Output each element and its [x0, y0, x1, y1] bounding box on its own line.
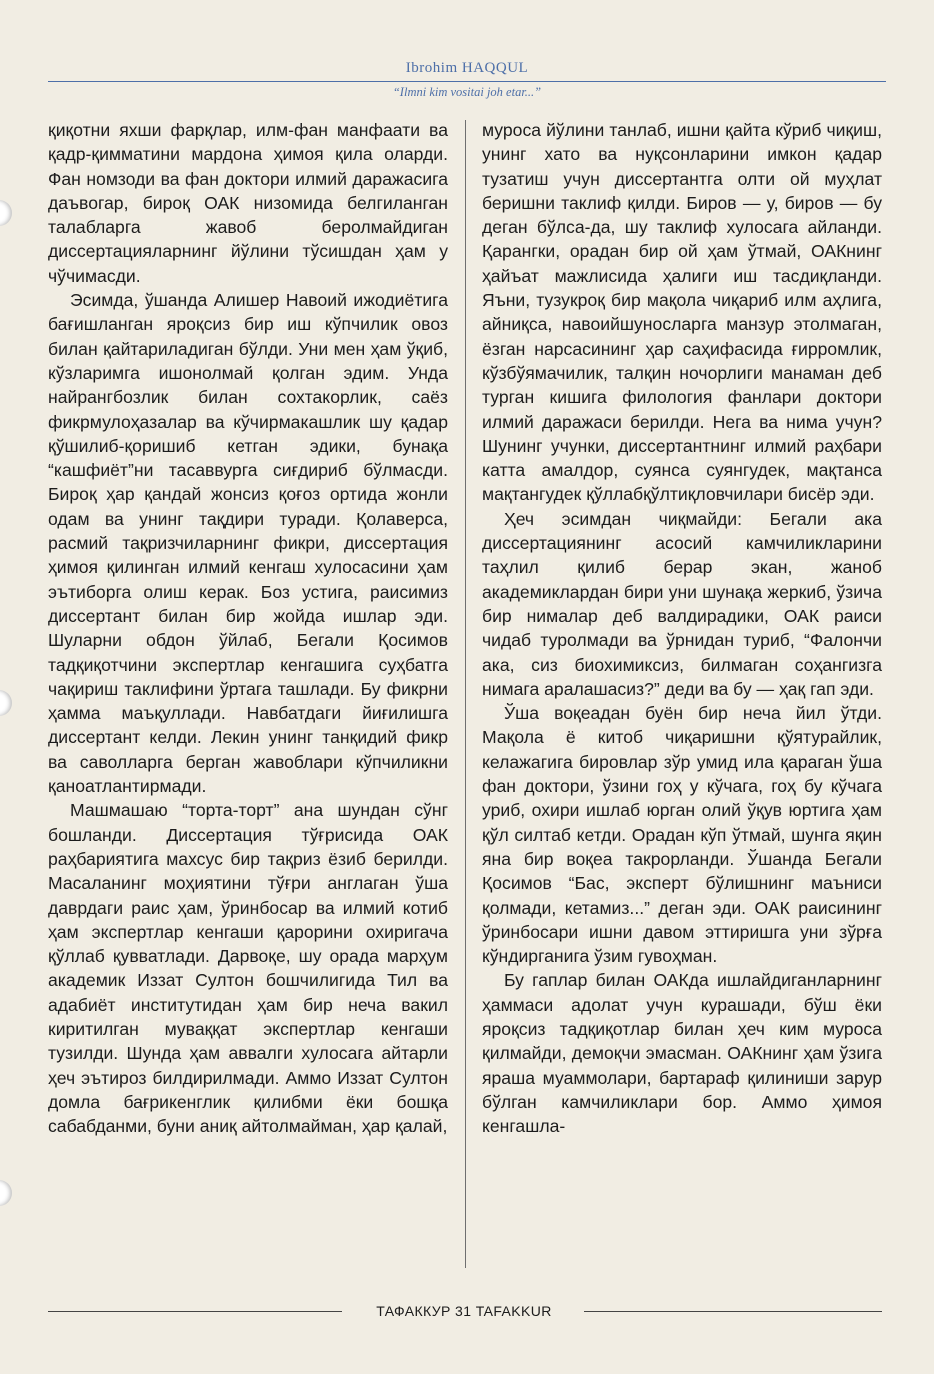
paragraph: Ўша воқеадан буён бир неча йил ўтди. Мақола ё китоб чиқаришни қўятурайлик, келажагига бировлар зўр умид ила қараган ўша фан доктори, ўзини гоҳ у кўчага, гоҳ бу кўчага уриб, охири ишлаб юрган олий ўқув юртига ҳам қўл силтаб кетди. Орадан кўп ўтмай, шунга яқин яна бир воқеа такрорланди. Ўшанда Бегали Қосимов “Бас, эксперт бўлишнинг маъниси қолмади, кетамиз...” деган эди. ОАК раисининг ўринбосари ишни давом эттиришга уни зўрға кўндирганига ўзим гувоҳман. — [482, 703, 882, 967]
paragraph: Бу гаплар билан ОАКда ишлайдиганларнинг ҳаммаси адолат учун курашади, бўш ёки яроқсиз тадқиқотлар билан ҳеч ким муроса қилмайди, демоқчи эмасман. ОАКнинг ҳам ўзига яраша муаммолари, бартараф қилиниши зарур бўлган камчиликлари бор. Аммо ҳимоя кенгашла- — [482, 970, 882, 1137]
punch-hole — [0, 1180, 12, 1206]
footer-label: ТАФАККУР 31 TAFAKKUR — [376, 1303, 552, 1319]
footer-rule-right — [584, 1311, 882, 1312]
left-column — [48, 118, 448, 1138]
paragraph: қиқотни яхши фарқлар, илм-фан манфаати ва қадр-қимматини мардона ҳимоя қила оларди. Фан номзоди ва фан доктори илмий даражасига даъвогар, бироқ ОАК низомида белгиланган талабларга жавоб беролмайдиган диссертацияларнинг йўлини тўсишдан ҳам у чўчимасди. — [48, 120, 448, 286]
punch-hole — [0, 690, 12, 716]
paragraph: Машмашаю “торта-торт” ана шундан сўнг бошланди. Диссертация тўғрисида ОАК раҳбариятига махсус бир тақриз ёзиб берилди. Масаланинг моҳиятини тўғри англаган ўша даврдаги раис ҳам, ўринбосар ва илмий котиб ҳам экспертлар кенгаши қарорини охиригача қўллаб қувватлади. Дарвоқе, шу орада марҳум академик Иззат Султон бошчилигида Тил ва адабиёт институтидан ҳам бир неча вакил киритилган муваққат экспертлар кенгаши тузилди. Шунда ҳам аввалги хулосага айтарли ҳеч эътироз билдирилмади. Аммо Иззат Султон домла бағрикенглик қилибми ёки бошқа сабабданми, буни аниқ айтолмайман, ҳар қалай, — [48, 800, 448, 1137]
punch-hole — [0, 200, 12, 226]
header-motto: “Ilmni kim vositai joh etar...” — [392, 85, 542, 99]
author-name: Ibrohim HAQQUL — [405, 60, 529, 76]
page-footer — [48, 1303, 882, 1319]
paragraph: Ҳеч эсимдан чиқмайди: Бегали ака диссертациянинг асосий камчиликларини таҳлил қилиб берар экан, жаноб академиклардан бири уни шунақа жеркиб, ўзича бир нималар деб валдирадики, ОАК раиси чидаб туролмади ва ўрнидан туриб, “Фалончи ака, сиз биохимиксиз, билмаган соҳангизга нимага аралашасиз?” деди ва бу — ҳақ гап эди. — [482, 508, 882, 699]
paragraph: муроса йўлини танлаб, ишни қайта кўриб чиқиш, унинг хато ва нуқсонларини имкон қадар тузатиш учун диссертантга олти ой муҳлат беришни таклиф қилди. Биров — у, биров — бу деган бўлса-да, шу таклиф хулосага айланди. Қарангки, орадан бир ой ҳам ўтмай, ОАКнинг ҳайъат мажлисида ҳалиги иш тасдиқланди. Яъни, тузукроқ бир мақола чиқариб илм аҳлига, айниқса, навоийшуносларга манзур этолмаган, ёзган нарсасининг ҳар саҳифасида ғирромлик, кўзбўямачилик, талқин ночорлиги манаман деб турган кишига филология фанлари доктори илмий даражаси берилди. Нега ва нима учун? Шунинг учунки, диссертантнинг илмий раҳбари катта амалдор, суянса суянгудек, мақтанса мақтангудек қўллабқўлтиқловчилари бисёр эди. — [482, 120, 882, 505]
footer-rule-left — [48, 1311, 342, 1312]
right-column — [482, 118, 882, 1138]
header-rule — [48, 81, 886, 82]
text-columns — [48, 118, 882, 1268]
paragraph: Эсимда, ўшанда Алишер Навоий ижодиётига бағишланган яроқсиз бир иш кўпчилик овоз билан қайтариладиган бўлди. Уни мен ҳам ўқиб, кўзларимга ишонолмай қолган эдим. Унда найрангбозлик билан сохтакорлик, саёз фикрмулоҳазалар ва кўчирмакашлик шу қадар қўшилиб-қоришиб кетган эдики, бунақа “кашфиёт”ни тасаввурга сиғдириб бўлмасди. Бироқ ҳар қандай жонсиз қоғоз ортида жонли одам ва унинг тақдири туради. Қолаверса, расмий тақризчиларнинг фикри, диссертация ҳимоя қилинган илмий кенгаш хулосасини ҳам эътиборга олиш керак. Боз устига, раисимиз диссертант билан бир жойда ишлар эди. Шуларни обдон ўйлаб, Бегали Қосимов тадқиқотчини экспертлар кенгашига суҳбатга чақириш таклифини ўртага ташлади. Бу фикрни ҳамма маъқуллади. Навбатдаги йиғилишга диссертант келди. Лекин унинг танқидий фикр ва саволларга берган жавоблари кўпчиликни қаноатлантирмади. — [48, 290, 448, 797]
running-header — [48, 60, 886, 100]
column-divider — [465, 120, 466, 1268]
